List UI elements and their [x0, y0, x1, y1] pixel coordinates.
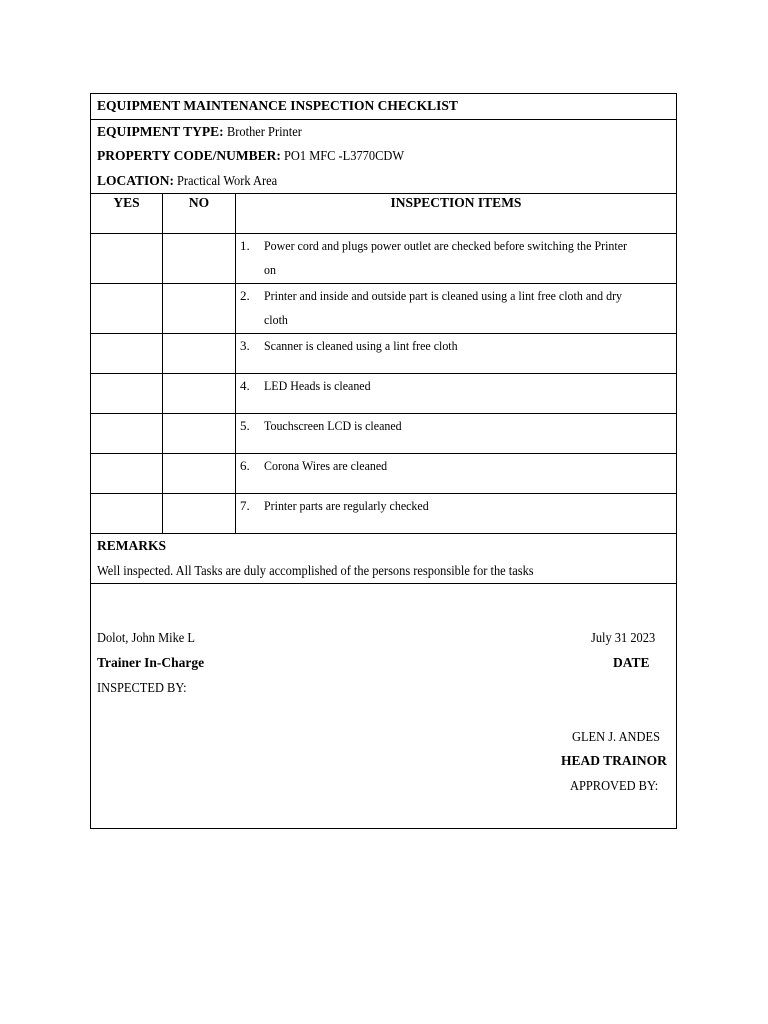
no-check-cell[interactable] — [163, 414, 236, 453]
date-value: July 31 2023 — [591, 630, 656, 645]
equipment-type-value: Brother Printer — [227, 123, 302, 139]
no-check-cell[interactable] — [163, 494, 236, 533]
yes-check-cell[interactable] — [91, 374, 163, 413]
inspection-item: 7. Printer parts are regularly checked — [240, 498, 429, 513]
remarks-text: Well inspected. All Tasks are duly accomplished of the persons responsible for the tasks — [97, 562, 534, 578]
title-row — [91, 94, 676, 120]
table-row — [91, 414, 676, 454]
no-check-cell[interactable] — [163, 284, 236, 333]
table-row — [91, 234, 676, 284]
property-code-value: PO1 MFC -L3770CDW — [284, 148, 405, 163]
inspector-role: Trainer In-Charge — [97, 655, 205, 670]
property-code-line — [97, 144, 676, 169]
column-no-header: NO — [163, 194, 236, 233]
inspected-by-label: INSPECTED BY: — [97, 680, 187, 695]
remarks-label: REMARKS — [97, 538, 167, 553]
signature-section — [91, 584, 676, 828]
location-label: LOCATION: — [97, 172, 175, 188]
table-header — [91, 194, 676, 234]
table-row — [91, 334, 676, 374]
approved-by-label: APPROVED BY: — [570, 778, 659, 793]
column-yes-header: YES — [91, 194, 163, 233]
table-row — [91, 374, 676, 414]
column-items-header: INSPECTION ITEMS — [390, 195, 522, 210]
inspection-item: 5. Touchscreen LCD is cleaned — [240, 418, 402, 433]
table-row — [91, 454, 676, 494]
table-row — [91, 284, 676, 334]
equipment-type-line — [97, 120, 676, 145]
no-check-cell[interactable] — [163, 454, 236, 493]
equipment-type-label: EQUIPMENT TYPE: — [97, 123, 224, 139]
yes-check-cell[interactable] — [91, 234, 163, 283]
no-check-cell[interactable] — [163, 334, 236, 373]
yes-check-cell[interactable] — [91, 494, 163, 533]
remarks-section — [91, 534, 676, 584]
yes-check-cell[interactable] — [91, 454, 163, 493]
inspection-item: 3. Scanner is cleaned using a lint free cloth — [240, 338, 458, 353]
table-row — [91, 494, 676, 534]
location-line — [97, 169, 676, 194]
inspector-name: Dolot, John Mike L — [97, 630, 195, 645]
inspection-item: 4. LED Heads is cleaned — [240, 378, 371, 393]
no-check-cell[interactable] — [163, 234, 236, 283]
yes-check-cell[interactable] — [91, 334, 163, 373]
checklist-form — [90, 93, 677, 829]
approver-role: HEAD TRAINOR — [561, 753, 667, 768]
form-title: EQUIPMENT MAINTENANCE INSPECTION CHECKLIST — [97, 98, 458, 113]
location-value: Practical Work Area — [177, 172, 278, 188]
approver-name: GLEN J. ANDES — [572, 729, 660, 744]
yes-check-cell[interactable] — [91, 414, 163, 453]
equipment-info — [91, 120, 676, 195]
no-check-cell[interactable] — [163, 374, 236, 413]
yes-check-cell[interactable] — [91, 284, 163, 333]
inspection-item: 2. Printer and inside and outside part is cleaned using a lint free cloth and dry cloth — [240, 288, 623, 327]
date-label: DATE — [613, 655, 650, 670]
inspection-item: 6. Corona Wires are cleaned — [240, 458, 388, 473]
inspection-item: 1. Power cord and plugs power outlet are checked before switching the Printer on — [240, 238, 628, 277]
property-code-label: PROPERTY CODE/NUMBER: — [97, 148, 281, 163]
